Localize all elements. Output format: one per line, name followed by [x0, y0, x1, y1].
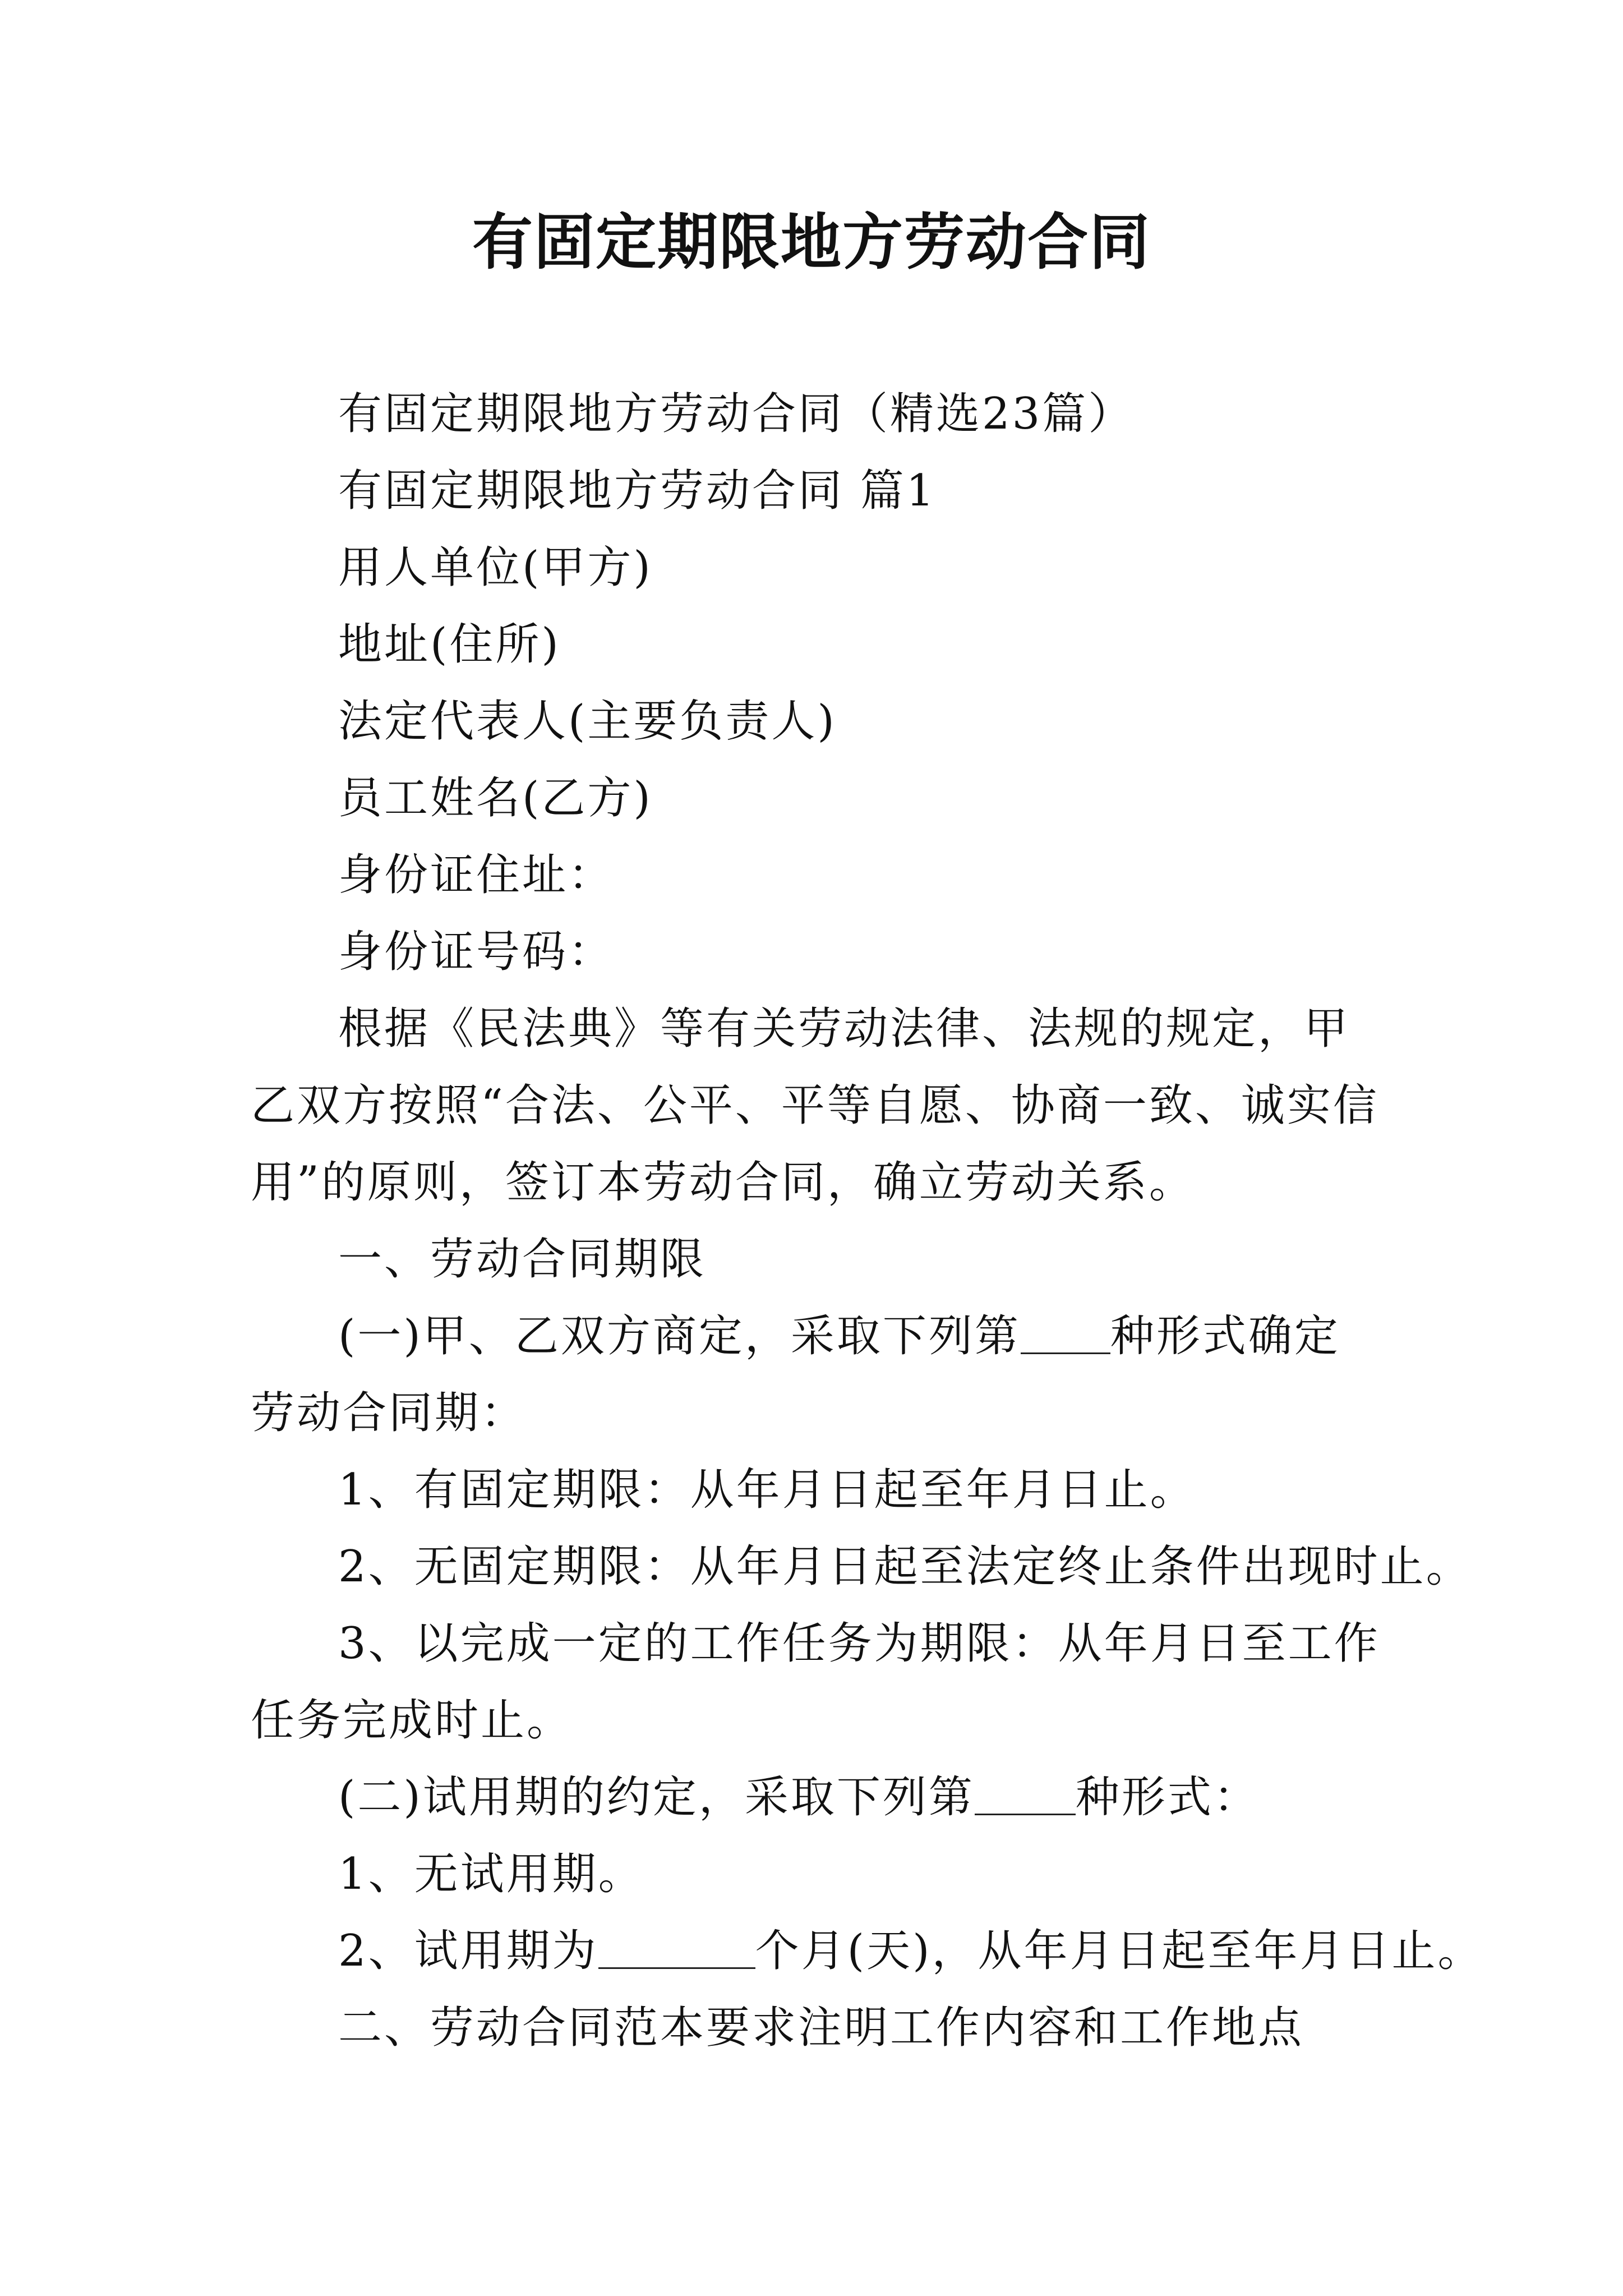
paragraph: 有固定期限地方劳动合同（精选23篇） — [338, 389, 1135, 439]
paragraph-probation-choice — [251, 1759, 1384, 1836]
paragraph: 有固定期限地方劳动合同 篇1 — [338, 466, 937, 516]
fill-blank[interactable] — [598, 1928, 755, 1969]
fill-blank[interactable] — [1021, 1313, 1110, 1354]
fill-blank[interactable] — [975, 1774, 1076, 1815]
probation-length-text-a: 2、试用期为 — [338, 1926, 598, 1976]
paragraph-probation-length — [251, 1913, 1484, 1990]
term-choice-text-b: 种形式确定劳动合同期： — [251, 1311, 1340, 1438]
document-body — [251, 376, 1484, 2067]
paragraph: 一、劳动合同期限 — [338, 1234, 707, 1285]
paragraph: 用人单位(甲方) — [338, 542, 653, 593]
paragraph: 地址(住所) — [338, 619, 561, 670]
paragraph: 根据《民法典》等有关劳动法律、法规的规定，甲乙双方按照“合法、公平、平等自愿、协商一致、诚实信用”的原则，签订本劳动合同，确立劳动关系。 — [251, 1004, 1379, 1208]
probation-choice-text-a: (二)试用期的约定，采取下列第 — [338, 1772, 975, 1823]
term-choice-text-a: (一)甲、乙双方商定，采取下列第 — [338, 1311, 1021, 1361]
paragraph: 身份证住址： — [338, 850, 615, 900]
paragraph: 1、有固定期限：从年月日起至年月日止。 — [338, 1465, 1196, 1515]
probation-length-text-b: 个月(天)，从年月日起至年月日止。 — [755, 1926, 1484, 1976]
paragraph: 法定代表人(主要负责人) — [338, 696, 837, 747]
paragraph: 1、无试用期。 — [338, 1849, 644, 1899]
paragraph: 身份证号码： — [338, 927, 615, 977]
probation-choice-text-b: 种形式： — [1075, 1772, 1260, 1823]
document-title: 有固定期限地方劳动合同 — [472, 207, 1151, 278]
paragraph-term-choice — [251, 1298, 1384, 1452]
paragraph: 员工姓名(乙方) — [338, 773, 653, 823]
paragraph: 2、无固定期限：从年月日起至法定终止条件出现时止。 — [338, 1542, 1472, 1592]
paragraph: 3、以完成一定的工作任务为期限：从年月日至工作任务完成时止。 — [251, 1618, 1380, 1746]
paragraph: 二、劳动合同范本要求注明工作内容和工作地点 — [338, 2003, 1304, 2053]
